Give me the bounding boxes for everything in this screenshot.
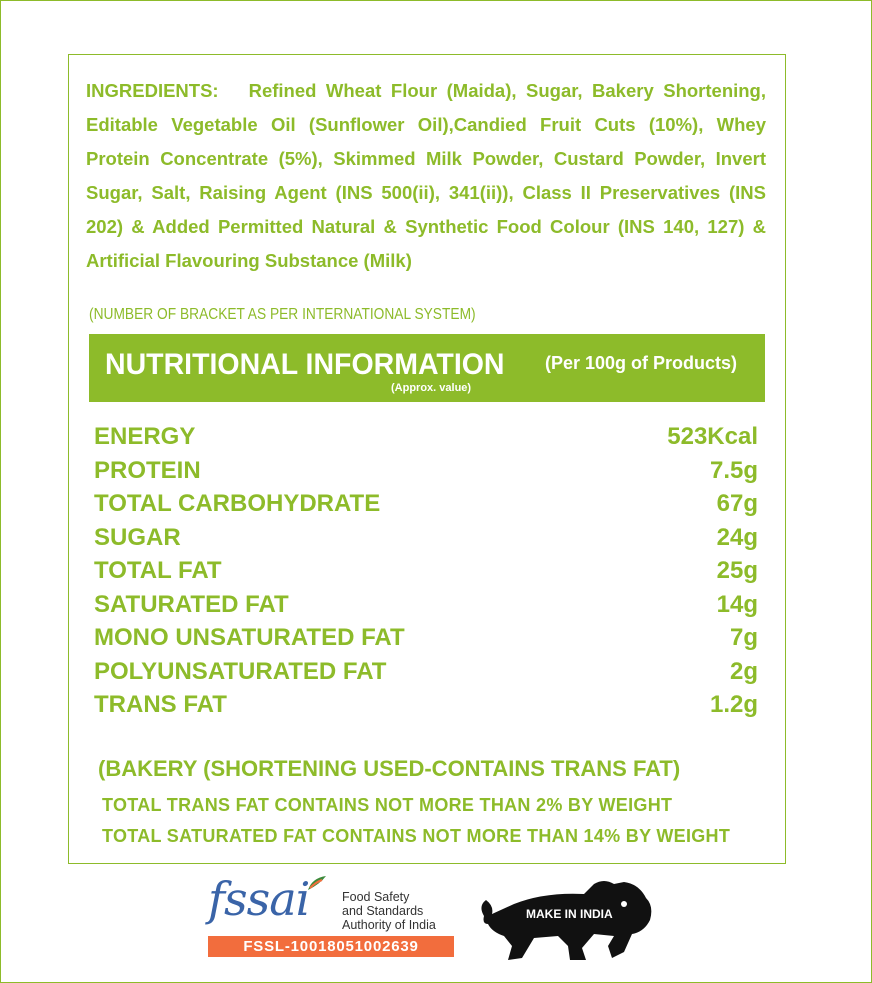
saturated-fat-note: TOTAL SATURATED FAT CONTAINS NOT MORE THAN 14% BY WEIGHT (102, 826, 731, 846)
nutrient-name: TOTAL FAT (94, 557, 222, 584)
nutrient-name: TOTAL CARBOHYDRATE (94, 490, 381, 517)
nutrient-value: 24g (716, 523, 758, 551)
trans-fat-note: TOTAL TRANS FAT CONTAINS NOT MORE THAN 2% BY WEIGHT (102, 795, 673, 815)
ingredients-label: INGREDIENTS: (86, 80, 219, 101)
nutrient-name: MONO UNSATURATED FAT (94, 624, 405, 651)
nutrition-approx: (Approx. value) (391, 382, 472, 394)
nutrition-row (94, 591, 758, 625)
bakery-note: (BAKERY (SHORTENING USED-CONTAINS TRANS FAT) (98, 756, 681, 781)
ingredients-text: Refined Wheat Flour (Maida), Sugar, Bakery Shortening, Editable Vegetable Oil (Sunflower Oil),Candied Fruit Cuts (10%), Whey Protein Concentrate (5%), Skimmed Milk Powder, Custard Powder, Invert Sugar, Salt, Raising Agent (INS 500(ii), 341(ii)), Class II Preservatives (INS 202) & Added Permitted Natural & Synthetic Food Colour (INS 140, 127) & Artificial Flavouring Substance (Milk) (86, 80, 766, 271)
nutrient-name: PROTEIN (94, 456, 201, 484)
nutrient-value: 1.2g (709, 691, 758, 718)
nutrient-value: 67g (716, 490, 758, 517)
nutrition-title: NUTRITIONAL INFORMATION (105, 348, 505, 381)
nutrient-value: 7.5g (709, 456, 758, 484)
fssai-wordmark: fssai (208, 872, 310, 926)
fssai-license-number: FSSL-10018051002639 (208, 936, 454, 957)
nutrition-table (94, 423, 758, 725)
nutrition-row (94, 557, 758, 591)
nutrition-row (94, 658, 758, 692)
nutrient-name: SUGAR (94, 523, 181, 551)
fssai-logo (208, 872, 458, 960)
nutrient-name: POLYUNSATURATED FAT (94, 657, 387, 685)
nutrient-name: ENERGY (94, 423, 196, 450)
nutrient-name: TRANS FAT (94, 691, 227, 718)
nutrition-row (94, 423, 758, 457)
nutrition-row (94, 691, 758, 725)
nutrient-name: SATURATED FAT (94, 590, 289, 618)
nutrient-value: 523Kcal (667, 423, 758, 450)
nutrition-row (94, 457, 758, 491)
nutrient-value: 7g (729, 624, 758, 651)
nutrition-row (94, 624, 758, 658)
ingredients-block (86, 74, 766, 278)
nutrition-row (94, 490, 758, 524)
nutrition-per: (Per 100g of Products) (545, 353, 738, 373)
leaf-icon (306, 874, 328, 892)
make-in-india-lion-logo (474, 876, 660, 962)
nutrient-value: 2g (729, 657, 758, 685)
nutrient-value: 25g (716, 557, 758, 584)
fssai-authority-text: Food Safety and Standards Authority of India (342, 890, 436, 932)
make-in-india-text: MAKE IN INDIA (526, 907, 613, 921)
nutrient-value: 14g (716, 590, 758, 618)
bracket-note: (NUMBER OF BRACKET AS PER INTERNATIONAL SYSTEM) (89, 306, 476, 323)
nutrition-header (89, 334, 765, 402)
nutrition-row (94, 524, 758, 558)
